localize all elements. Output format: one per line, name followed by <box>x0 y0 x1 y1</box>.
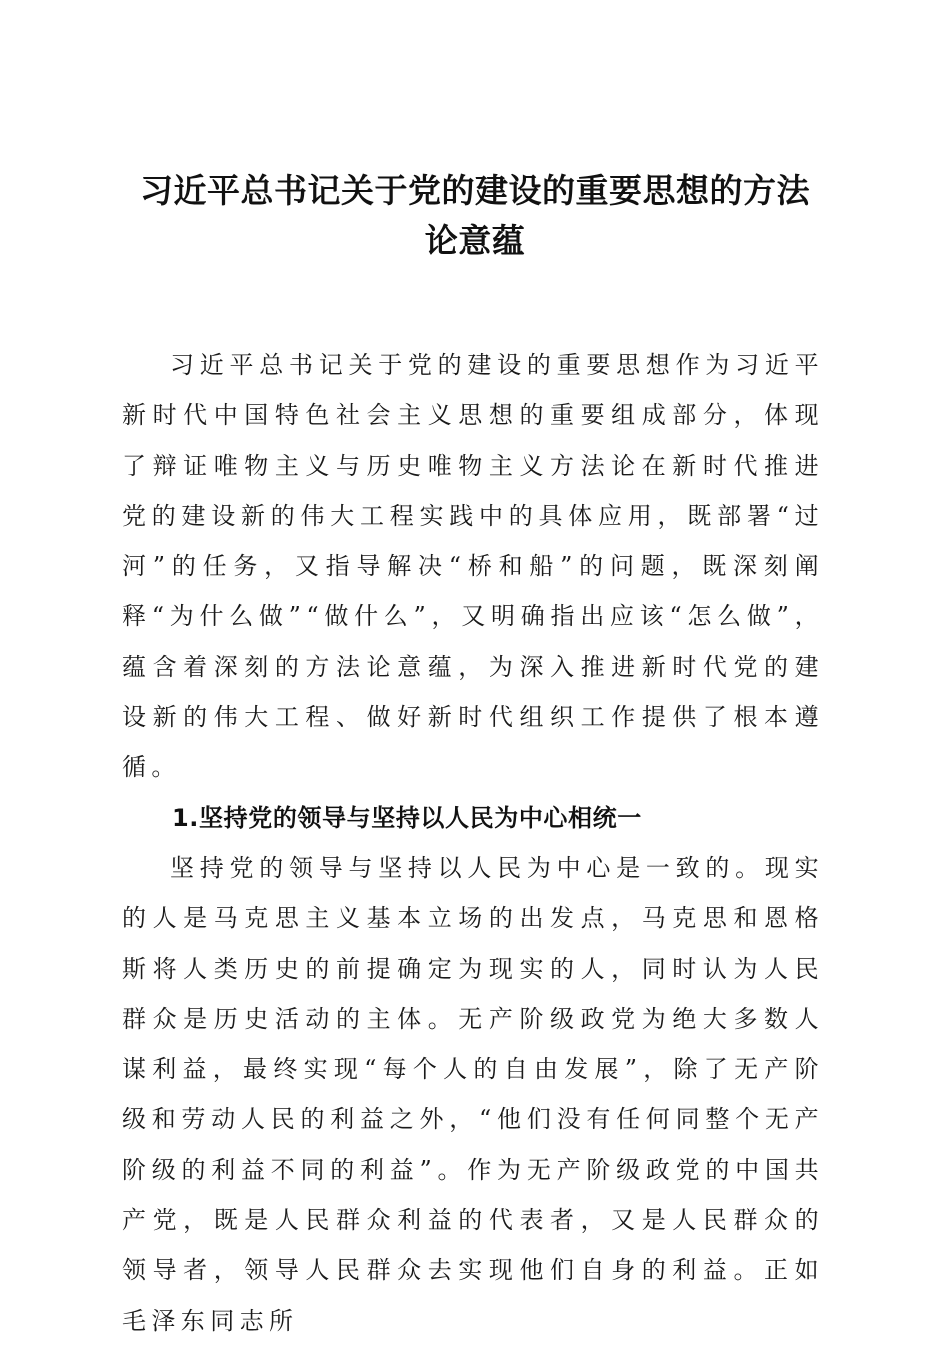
document-title <box>110 166 840 266</box>
document-title-line-2: 论意蕴 <box>424 221 526 260</box>
document-body <box>122 340 824 1346</box>
section-heading: 1.坚持党的领导与坚持以人民为中心相统一 <box>172 803 642 832</box>
intro-paragraph: 习近平总书记关于党的建设的重要思想作为习近平新时代中国特色社会主义思想的重要组成部分，体现了辩证唯物主义与历史唯物主义方法论在新时代推进党的建设新的伟大工程实践中的具体应用，既部署“过河”的任务，又指导解决“桥和船”的问题，既深刻阐释“为什么做”“做什么”，又明确指出应该“怎么做”，蕴含着深刻的方法论意蕴，为深入推进新时代党的建设新的伟大工程、做好新时代组织工作提供了根本遵循。 <box>122 351 824 782</box>
document-title-line-1: 习近平总书记关于党的建设的重要思想的方法 <box>140 171 810 210</box>
section-paragraph: 坚持党的领导与坚持以人民为中心是一致的。现实的人是马克思主义基本立场的出发点，马克思和恩格斯将人类历史的前提确定为现实的人，同时认为人民群众是历史活动的主体。无产阶级政党为绝大多数人谋利益，最终实现“每个人的自由发展”，除了无产阶级和劳动人民的利益之外，“他们没有任何同整个无产阶级的利益不同的利益”。作为无产阶级政党的中国共产党，既是人民群众利益的代表者，又是人民群众的领导者，领导人民群众去实现他们自身的利益。正如毛泽东同志所 <box>122 853 824 1335</box>
